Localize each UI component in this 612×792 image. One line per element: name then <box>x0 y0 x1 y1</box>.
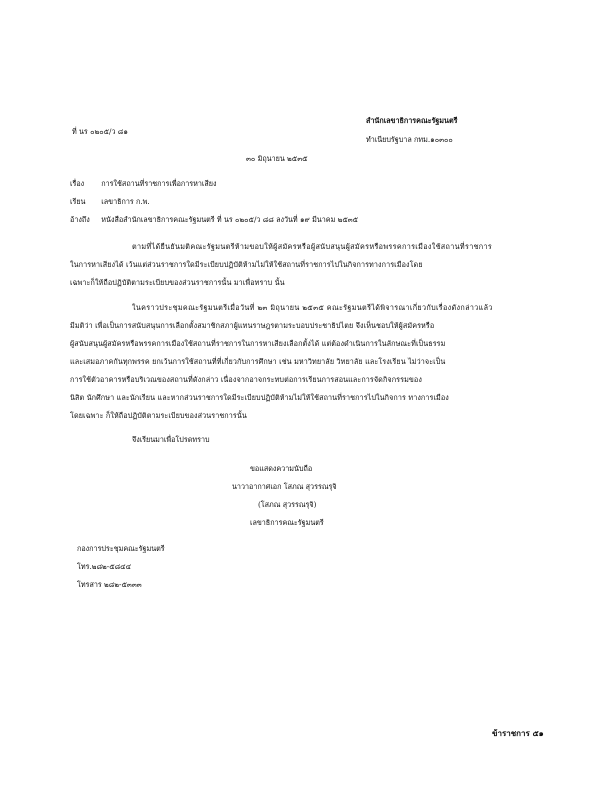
reference-row <box>70 216 358 223</box>
paragraph-2-line-7: โดยเฉพาะ ก็ให้ถือปฏิบัติตามระเบียบของส่วนราชการนั้น <box>70 411 247 420</box>
signature-name-paren: (โสภณ สุวรรณรุจิ) <box>258 500 317 509</box>
contact-fax: โทรสาร ๒๘๒-๕๓๓๓ <box>77 580 142 589</box>
subject-label: เรื่อง <box>70 179 85 188</box>
paragraph-1-line-3: เฉพาะก็ให้ถือปฏิบัติตามระเบียบของส่วนราชการนั้น มาเพื่อทราบ นั้น <box>70 278 285 287</box>
recipient-row <box>70 198 150 205</box>
office-address: ทำเนียบรัฐบาล กทม.๑๐๓๐๐ <box>366 135 453 144</box>
reference-value: หนังสือสำนักเลขาธิการคณะรัฐมนตรี ที่ นร ๐๒๐๕/ว ๘๘ ลงวันที่ ๑๙ มีนาคม ๒๕๓๕ <box>101 215 359 224</box>
paragraph-2-line-3: ผู้สนับสนุนผู้สมัครหรือพรรคการเมืองใช้สถานที่ราชการในการหาเสียงเลือกตั้งได้ แต่ต้องดำเนินการในลักษณะที่เป็นธรรม <box>70 339 446 348</box>
signature-full-name: นาวาอากาศเอก โสภณ สุวรรณรุจิ <box>232 482 337 491</box>
paragraph-2-line-6: นิสิต นักศึกษา และนักเรียน และหากส่วนราชการใดมีระเบียบปฏิบัติห้ามไม่ให้ใช้สถานที่ราชการไปในกิจการ ทางการเมือง <box>70 393 449 402</box>
paragraph-2-line-4: และเสมอภาคกันทุกพรรค ยกเว้นการใช้สถานที่ที่เกี่ยวกับการศึกษา เช่น มหาวิทยาลัย วิทยาลัย และโรงเรียน ไม่ว่าจะเป็น <box>70 357 446 366</box>
paragraph-1-line-1: ตามที่ได้ยืนยันมติคณะรัฐมนตรีห้ามขอบให้ผู้สมัครหรือผู้สนับสนุนผู้สมัครหรือพรรคการเมืองใช้สถานที่ราชการ <box>132 242 493 251</box>
document-date: ๓๐ มิถุนายน ๒๕๓๕ <box>246 154 308 163</box>
paragraph-2-line-1: ในคราวประชุมคณะรัฐมนตรีเมื่อวันที่ ๒๓ มิถุนายน ๒๕๓๕ คณะรัฐมนตรีได้พิจารณาเกี่ยวกับเรื่องดังกล่าวแล้ว <box>132 303 493 312</box>
signature-salutation: ขอแสดงความนับถือ <box>250 464 313 473</box>
footer-mark: ข้าราชการ ๕๑ <box>492 728 544 738</box>
reference-label: อ้างถึง <box>70 215 90 224</box>
contact-division: กองการประชุมคณะรัฐมนตรี <box>77 544 165 553</box>
paragraph-2-line-2: มีมติว่า เพื่อเป็นการสนับสนุนการเลือกตั้งสมาชิกสภาผู้แทนราษฎรตามระบอบประชาธิปไตย จึงเห็นชอบให้ผู้สมัครหรือ <box>70 321 435 330</box>
contact-phone: โทร.๒๘๒-๕๘๔๔ <box>77 562 132 571</box>
reference-number: ที่ นร ๐๒๐๕/ว ๘๑ <box>72 127 128 136</box>
subject-value: การใช้สถานที่ราชการเพื่อการหาเสียง <box>101 179 217 188</box>
recipient-label: เรียน <box>70 197 86 206</box>
paragraph-1-line-2: ในการหาเสียงได้ เว้นแต่ส่วนราชการใดมีระเบียบปฏิบัติห้ามไม่ให้ใช้สถานที่ราชการไปในกิจการทางการเมืองโดย <box>70 260 423 269</box>
paragraph-2-line-5: การใช้ตัวอาคารหรือบริเวณของสถานที่ดังกล่าว เนื่องจากอาจกระทบต่อการเรียนการสอนและการจัดกิจกรรมของ <box>70 375 422 384</box>
signature-position: เลขาธิการคณะรัฐมนตรี <box>250 518 324 527</box>
recipient-value: เลขาธิการ ก.พ. <box>101 197 150 206</box>
subject-row <box>70 180 216 187</box>
office-name: สำนักเลขาธิการคณะรัฐมนตรี <box>366 116 458 125</box>
closing-line: จึงเรียนมาเพื่อโปรดทราบ <box>132 435 210 444</box>
